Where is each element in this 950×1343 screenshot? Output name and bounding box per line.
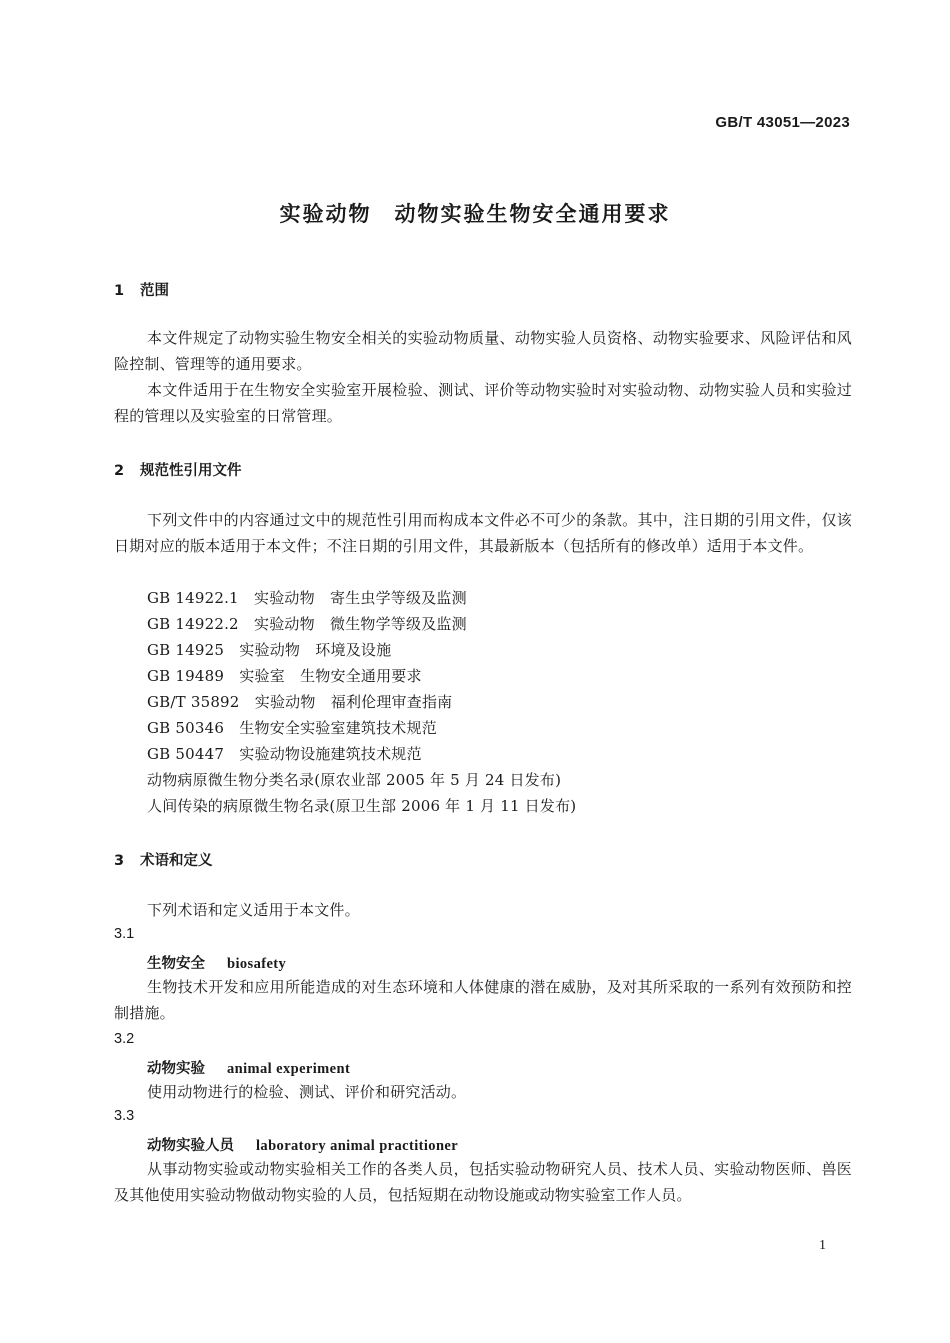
term-number: 3.3 bbox=[114, 1108, 135, 1124]
reference-item: 动物病原微生物分类名录(原农业部 2005 年 5 月 24 日发布) bbox=[147, 771, 562, 789]
term-number: 3.1 bbox=[114, 926, 135, 942]
paragraph: 本文件规定了动物实验生物安全相关的实验动物质量、动物实验人员资格、动物实验要求、风险评估和风险控制、管理等的通用要求。 bbox=[114, 329, 852, 373]
page-number: 1 bbox=[819, 1238, 826, 1253]
term-definition: 从事动物实验或动物实验相关工作的各类人员，包括实验动物研究人员、技术人员、实验动物医师、兽医及其他使用实验动物做动物实验的人员，包括短期在动物设施或动物实验室工作人员。 bbox=[114, 1160, 852, 1204]
reference-item: GB 14922.1 实验动物 寄生虫学等级及监测 bbox=[147, 589, 467, 607]
section-number: 1 bbox=[114, 283, 125, 299]
term-en: biosafety bbox=[227, 956, 287, 972]
term-zh: 动物实验 bbox=[147, 1061, 205, 1077]
document-title: 实验动物 动物实验生物安全通用要求 bbox=[279, 202, 671, 226]
section-title: 规范性引用文件 bbox=[140, 463, 242, 479]
section-number: 2 bbox=[114, 463, 125, 479]
reference-item: GB 14922.2 实验动物 微生物学等级及监测 bbox=[147, 615, 467, 633]
paragraph: 下列术语和定义适用于本文件。 bbox=[147, 901, 360, 919]
term-definition: 使用动物进行的检验、测试、评价和研究活动。 bbox=[147, 1083, 467, 1101]
term-entry bbox=[147, 1057, 350, 1078]
reference-item: GB 50447 实验动物设施建筑技术规范 bbox=[147, 745, 422, 763]
standard-code: GB/T 43051—2023 bbox=[715, 114, 850, 131]
reference-item: GB 19489 实验室 生物安全通用要求 bbox=[147, 667, 422, 685]
section-2-heading bbox=[114, 459, 242, 480]
section-number: 3 bbox=[114, 853, 125, 869]
term-zh: 生物安全 bbox=[147, 956, 205, 972]
term-en: laboratory animal practitioner bbox=[256, 1138, 459, 1154]
section-title: 术语和定义 bbox=[140, 853, 213, 869]
section-3-heading bbox=[114, 849, 213, 870]
term-number: 3.2 bbox=[114, 1031, 135, 1047]
section-1-heading bbox=[114, 279, 169, 300]
reference-item: GB/T 35892 实验动物 福利伦理审查指南 bbox=[147, 693, 453, 711]
term-entry bbox=[147, 952, 286, 973]
term-zh: 动物实验人员 bbox=[147, 1138, 234, 1154]
term-entry bbox=[147, 1134, 458, 1155]
section-title: 范围 bbox=[140, 283, 169, 299]
reference-item: GB 14925 实验动物 环境及设施 bbox=[147, 641, 392, 659]
term-definition: 生物技术开发和应用所能造成的对生态环境和人体健康的潜在威胁，及对其所采取的一系列有效预防和控制措施。 bbox=[114, 978, 852, 1022]
reference-item: GB 50346 生物安全实验室建筑技术规范 bbox=[147, 719, 437, 737]
reference-item: 人间传染的病原微生物名录(原卫生部 2006 年 1 月 11 日发布) bbox=[147, 797, 577, 815]
paragraph: 本文件适用于在生物安全实验室开展检验、测试、评价等动物实验时对实验动物、动物实验人员和实验过程的管理以及实验室的日常管理。 bbox=[114, 381, 852, 425]
paragraph: 下列文件中的内容通过文中的规范性引用而构成本文件必不可少的条款。其中，注日期的引用文件，仅该日期对应的版本适用于本文件；不注日期的引用文件，其最新版本（包括所有的修改单）适用于本文件。 bbox=[114, 511, 852, 555]
term-en: animal experiment bbox=[227, 1061, 351, 1077]
